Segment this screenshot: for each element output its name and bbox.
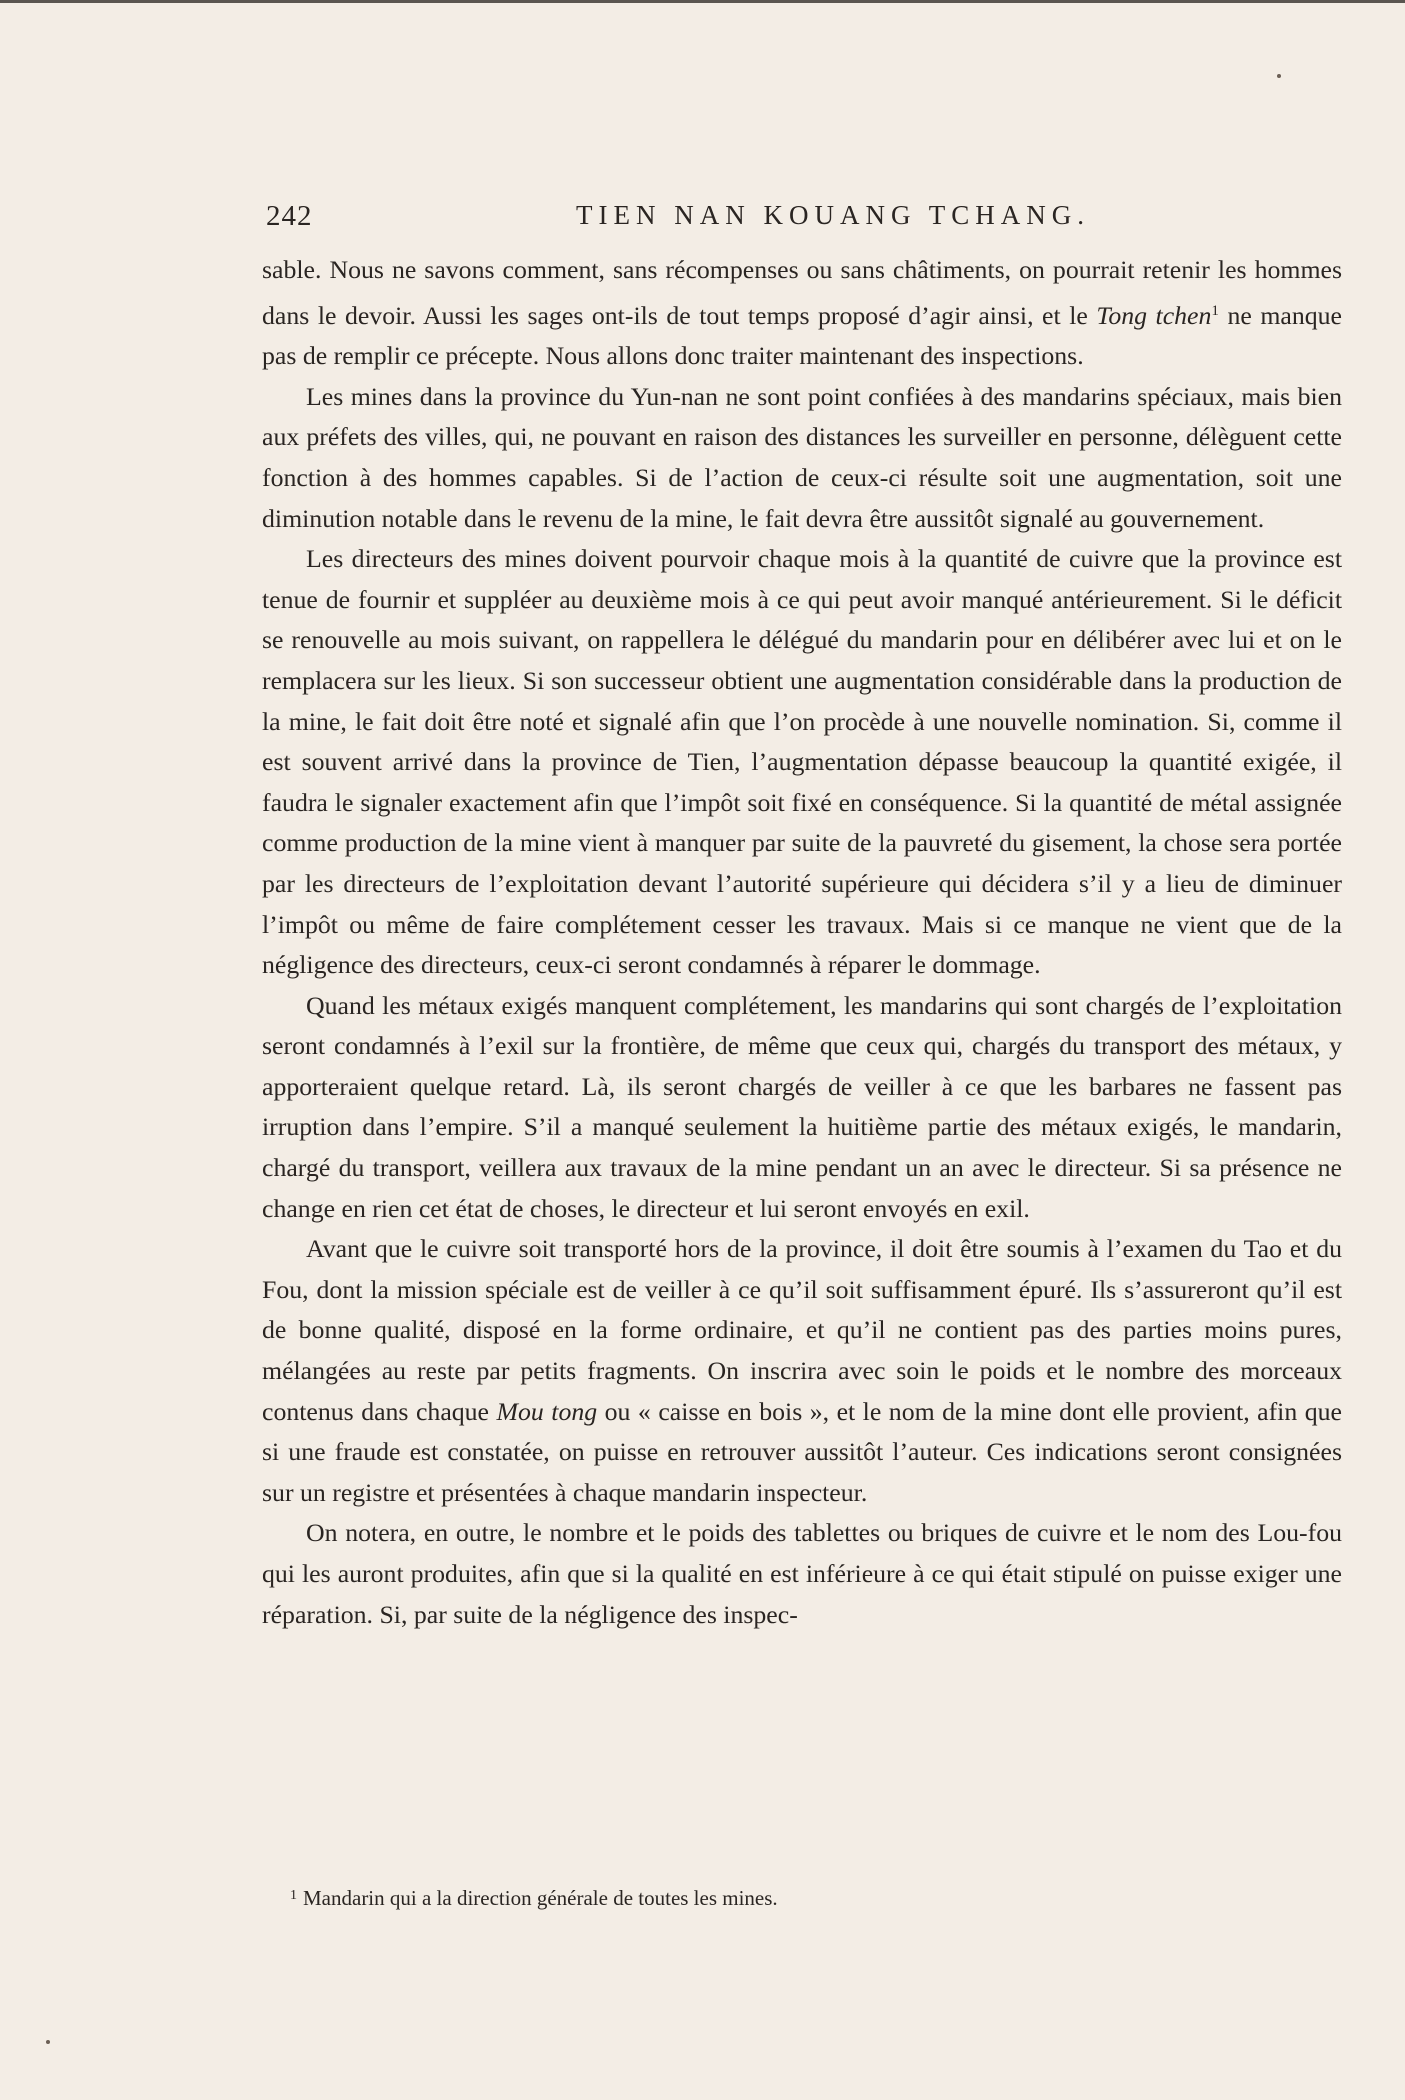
paragraph-1: sable. Nous ne savons comment, sans récompenses ou sans châtiments, on pourrait retenir les hommes dans le devoir. Aussi les sages ont-ils de tout temps proposé d’agir ainsi, et le Tong tchen$^1$ ne manque pas de remplir ce précepte. Nous allons donc traiter maintenant des inspections. — [262, 255, 1342, 371]
footnote-reference[interactable]: 1 — [1211, 302, 1219, 319]
term-tong-tchen: Tong tchen — [1096, 300, 1212, 330]
page-number: 242 — [266, 200, 313, 232]
footnote — [290, 1882, 1330, 1912]
paragraph-5: Avant que le cuivre soit transporté hors de la province, il doit être soumis à l’examen du Tao et du Fou, dont la mission spéciale est de veiller à ce qu’il soit suffisamment épuré. Ils s’assureront qu’il est de bonne qualité, disposé en la forme ordinaire, et qu’il ne contient pas des parties moins pures, mélangées au reste par petits fragments. On inscrira avec soin le poids et le nombre des morceaux contenus dans chaque Mou tong ou « caisse en bois », et le nom de la mine dont elle provient, afin que si une fraude est constatée, on puisse en retrouver aussitôt l’auteur. Ces indications seront consignées sur un registre et présentées à chaque mandarin inspecteur. — [262, 1234, 1342, 1507]
running-head — [266, 200, 1346, 244]
paragraph-4: Quand les métaux exigés manquent complétement, les mandarins qui sont chargés de l’exploitation seront condamnés à l’exil sur la frontière, de même que ceux qui, chargés du transport des métaux, y apporteraient quelque retard. Là, ils seront chargés de veiller à ce que les barbares ne fassent pas irruption dans l’empire. S’il a manqué seulement la huitième partie des métaux exigés, le mandarin, chargé du transport, veillera aux travaux de la mine pendant un an avec le directeur. Si sa présence ne change en rien cet état de choses, le directeur et lui seront envoyés en exil. — [262, 990, 1342, 1223]
term-mou-tong: Mou tong — [496, 1396, 598, 1426]
footnote-number: 1 — [290, 1888, 297, 1903]
body-text — [262, 250, 1342, 1635]
footnote-text: Mandarin qui a la direction générale de toutes les mines. — [303, 1886, 778, 1910]
running-title: TIEN NAN KOUANG TCHANG. — [576, 200, 1090, 230]
paragraph-2: Les mines dans la province du Yun-nan ne sont point confiées à des mandarins spéciaux, mais bien aux préfets des villes, qui, ne pouvant en raison des distances les surveiller en personne, délèguent cette fonction à des hommes capables. Si de l’action de ceux-ci résulte soit une augmentation, soit une diminution notable dans le revenu de la mine, le fait devra être aussitôt signalé au gouvernement. — [262, 381, 1342, 533]
paper-speck — [46, 2040, 50, 2044]
paragraph-6: On notera, en outre, le nombre et le poids des tablettes ou briques de cuivre et le nom des Lou-fou qui les auront produites, afin que si la qualité en est inférieure à ce qui était stipulé on puisse exiger une réparation. Si, par suite de la négligence des inspec- — [262, 1518, 1342, 1629]
paper-speck — [1277, 74, 1281, 78]
page-top-edge — [0, 0, 1405, 3]
paragraph-3: Les directeurs des mines doivent pourvoir chaque mois à la quantité de cuivre que la province est tenue de fournir et suppléer au deuxième mois à ce qui peut avoir manqué antérieurement. Si le déficit se renouvelle au mois suivant, on rappellera le délégué du mandarin pour en délibérer avec lui et on le remplacera sur les lieux. Si son successeur obtient une augmentation considérable dans la production de la mine, le fait doit être noté et signalé afin que l’on procède à une nouvelle nomination. Si, comme il est souvent arrivé dans la province de Tien, l’augmentation dépasse beaucoup la quantité exigée, il faudra le signaler exactement afin que l’impôt soit fixé en conséquence. Si la quantité de métal assignée comme production de la mine vient à manquer par suite de la pauvreté du gisement, la chose sera portée par les directeurs de l’exploitation devant l’autorité supérieure qui décidera s’il y a lieu de diminuer l’impôt ou même de faire complétement cesser les travaux. Mais si ce manque ne vient que de la négligence des directeurs, ceux-ci seront condamnés à réparer le dommage. — [262, 544, 1342, 980]
